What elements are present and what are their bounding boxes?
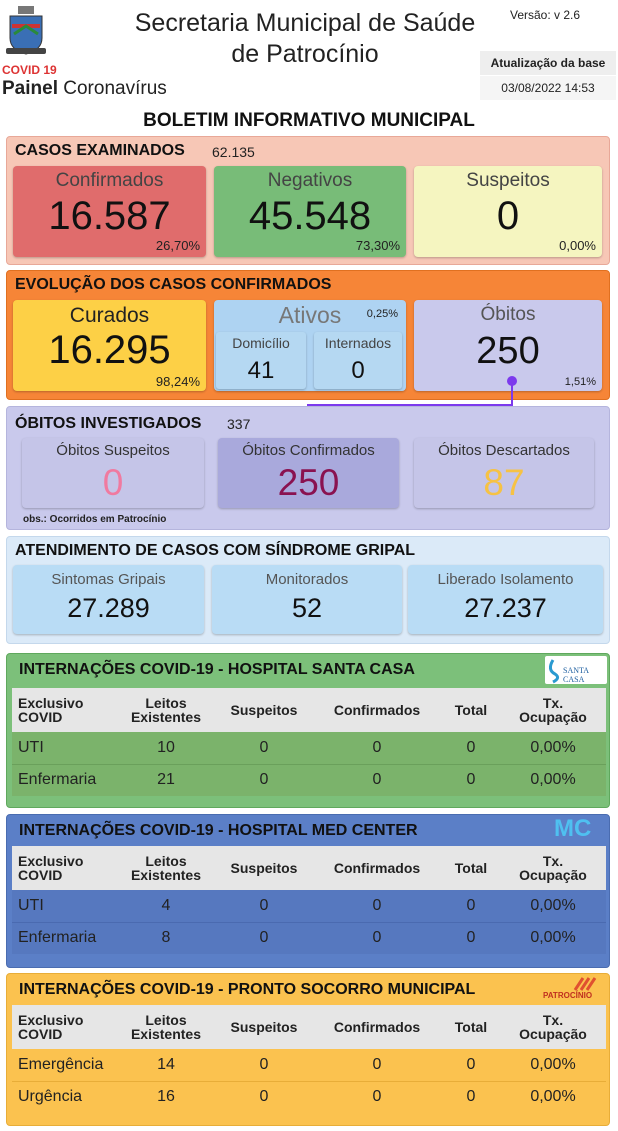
suspect-deaths-card[interactable] [22,438,204,508]
flu-released-value: 27.237 [464,593,547,623]
suspect-value: 0 [496,194,520,238]
col-header-occupancy: Tx. Ocupação [519,853,587,883]
home-value: 41 [247,357,275,384]
investigated-total: 337 [227,416,251,432]
table-row[interactable] [12,732,606,764]
cured-card[interactable] [13,300,206,391]
examined-title: CASOS EXAMINADOS [15,142,185,159]
row-total: 0 [466,771,476,789]
col-header-beds: Leitos Existentes [130,695,202,725]
table-row[interactable] [12,1049,606,1081]
negative-pct: 73,30% [355,238,400,253]
update-label: Atualização da base [480,51,616,75]
row-name: Urgência [18,1088,83,1106]
row-beds: 8 [161,929,171,947]
row-rate: 0,00% [530,771,576,789]
home-card[interactable] [216,332,306,389]
patrocinio-logo-text: PATROCÍNIO [543,991,593,1000]
table-row[interactable] [12,922,606,954]
active-label: Ativos [278,302,342,328]
cured-pct: 98,24% [155,374,200,389]
row-rate: 0,00% [530,929,576,947]
row-rate: 0,00% [530,738,576,756]
pronto-socorro-title: INTERNAÇÕES COVID-19 - PRONTO SOCORRO MUNICIPAL [19,981,476,998]
table-header [12,1005,606,1049]
santa-casa-logo-icon [545,656,607,684]
row-suspects: 0 [259,929,269,947]
version-label: Versão: v 2.6 [510,8,581,22]
confirmed-deaths-value: 250 [277,462,340,503]
row-beds: 4 [161,896,171,914]
row-beds: 10 [157,738,175,756]
covid-label: COVID 19 [2,63,57,77]
deaths-label: Óbitos [480,304,536,325]
row-suspects: 0 [259,771,269,789]
santa-casa-table [12,688,606,796]
cured-value: 16.295 [48,328,171,372]
col-header-total: Total [454,860,488,876]
col-header-beds: Leitos Existentes [130,853,202,883]
active-pct: 0,25% [366,308,398,320]
row-beds: 16 [157,1088,175,1106]
page-title [115,8,495,70]
santa-casa-logo-text: SANTA CASA [563,666,589,684]
row-confirmed: 0 [372,771,382,789]
row-name: UTI [18,896,44,914]
patrocinio-logo-icon [541,976,605,1004]
col-header-suspects: Suspeitos [230,860,298,876]
confirmed-pct: 26,70% [155,238,200,253]
table-header [12,688,606,732]
suspect-deaths-label: Óbitos Suspeitos [56,442,170,459]
confirmed-card[interactable] [13,166,206,257]
row-confirmed: 0 [372,929,382,947]
col-header-occupancy: Tx. Ocupação [519,1012,587,1042]
confirmed-value: 16.587 [48,194,171,238]
col-header-exclusive: Exclusivo COVID [18,853,84,883]
bulletin-title: BOLETIM INFORMATIVO MUNICIPAL [143,110,475,131]
city-crest-icon [4,4,48,60]
panel-title-rest: Coronavírus [63,78,167,99]
negative-label: Negativos [267,170,353,191]
suspect-deaths-value: 0 [102,462,124,503]
home-label: Domicílio [232,335,290,351]
table-row[interactable] [12,890,606,922]
row-total: 0 [466,896,476,914]
col-header-total: Total [454,702,488,718]
row-beds: 21 [157,771,175,789]
row-total: 0 [466,1088,476,1106]
row-rate: 0,00% [530,1088,576,1106]
col-header-exclusive: Exclusivo COVID [18,695,84,725]
row-name: UTI [18,738,44,756]
confirmed-deaths-label: Óbitos Confirmados [242,442,375,459]
row-rate: 0,00% [530,896,576,914]
med-center-logo-icon [550,815,602,845]
col-header-confirmed: Confirmados [333,860,421,876]
suspect-card[interactable] [414,166,602,257]
flu-monitored-value: 52 [291,593,323,623]
confirmed-label: Confirmados [55,170,164,191]
flu-symptoms-card[interactable] [13,565,204,634]
row-rate: 0,00% [530,1055,576,1073]
row-confirmed: 0 [372,738,382,756]
row-name: Emergência [18,1055,104,1073]
santa-casa-title: INTERNAÇÕES COVID-19 - HOSPITAL SANTA CASA [19,661,415,678]
row-total: 0 [466,1055,476,1073]
flu-monitored-card[interactable] [212,565,402,634]
col-header-confirmed: Confirmados [333,1019,421,1035]
pronto-socorro-table [12,1005,606,1113]
suspect-label: Suspeitos [466,170,550,191]
flu-released-card[interactable] [408,565,603,634]
deaths-pct: 1,51% [564,376,596,388]
table-header [12,846,606,890]
col-header-beds: Leitos Existentes [130,1012,202,1042]
discarded-deaths-value: 87 [483,462,525,503]
evolution-title: EVOLUÇÃO DOS CASOS CONFIRMADOS [15,276,332,293]
flu-symptoms-value: 27.289 [67,593,150,623]
row-name: Enfermaria [18,771,97,789]
suspect-pct: 0,00% [559,238,596,253]
col-header-total: Total [454,1019,488,1035]
med-center-title: INTERNAÇÕES COVID-19 - HOSPITAL MED CENTER [19,822,418,839]
discarded-deaths-label: Óbitos Descartados [438,442,570,459]
cured-label: Curados [69,304,150,327]
panel-title [2,78,167,100]
page-title-line2: de Patrocínio [231,40,379,68]
row-suspects: 0 [259,896,269,914]
row-confirmed: 0 [372,896,382,914]
row-confirmed: 0 [372,1088,382,1106]
flu-released-label: Liberado Isolamento [437,571,574,588]
col-header-confirmed: Confirmados [333,702,421,718]
med-center-logo-text: MC [554,815,592,842]
update-date: 03/08/2022 14:53 [480,76,616,100]
negative-value: 45.548 [248,194,372,238]
examined-total: 62.135 [212,144,255,160]
row-total: 0 [466,929,476,947]
row-beds: 14 [157,1055,175,1073]
row-suspects: 0 [259,1088,269,1106]
row-suspects: 0 [259,1055,269,1073]
flu-symptoms-label: Sintomas Gripais [51,571,166,588]
med-center-table [12,846,606,954]
row-name: Enfermaria [18,929,97,947]
table-row[interactable] [12,764,606,796]
negative-card[interactable] [214,166,406,257]
row-confirmed: 0 [372,1055,382,1073]
hospitalized-label: Internados [324,335,392,351]
page-title-line1: Secretaria Municipal de Saúde [134,9,476,37]
confirmed-deaths-card[interactable] [218,438,399,508]
col-header-suspects: Suspeitos [230,1019,298,1035]
investigated-title: ÓBITOS INVESTIGADOS [15,415,202,432]
hospitalized-value: 0 [351,357,365,384]
investigated-note: obs.: Ocorridos em Patrocínio [23,514,167,525]
discarded-deaths-card[interactable] [414,438,594,508]
col-header-occupancy: Tx. Ocupação [519,695,587,725]
row-total: 0 [466,738,476,756]
row-suspects: 0 [259,738,269,756]
col-header-suspects: Suspeitos [230,702,298,718]
panel-title-bold: Painel [2,78,58,99]
table-row[interactable] [12,1081,606,1113]
deaths-value: 250 [476,330,540,372]
flu-title: ATENDIMENTO DE CASOS COM SÍNDROME GRIPAL [15,542,416,559]
col-header-exclusive: Exclusivo COVID [18,1012,84,1042]
flu-monitored-label: Monitorados [265,571,349,588]
